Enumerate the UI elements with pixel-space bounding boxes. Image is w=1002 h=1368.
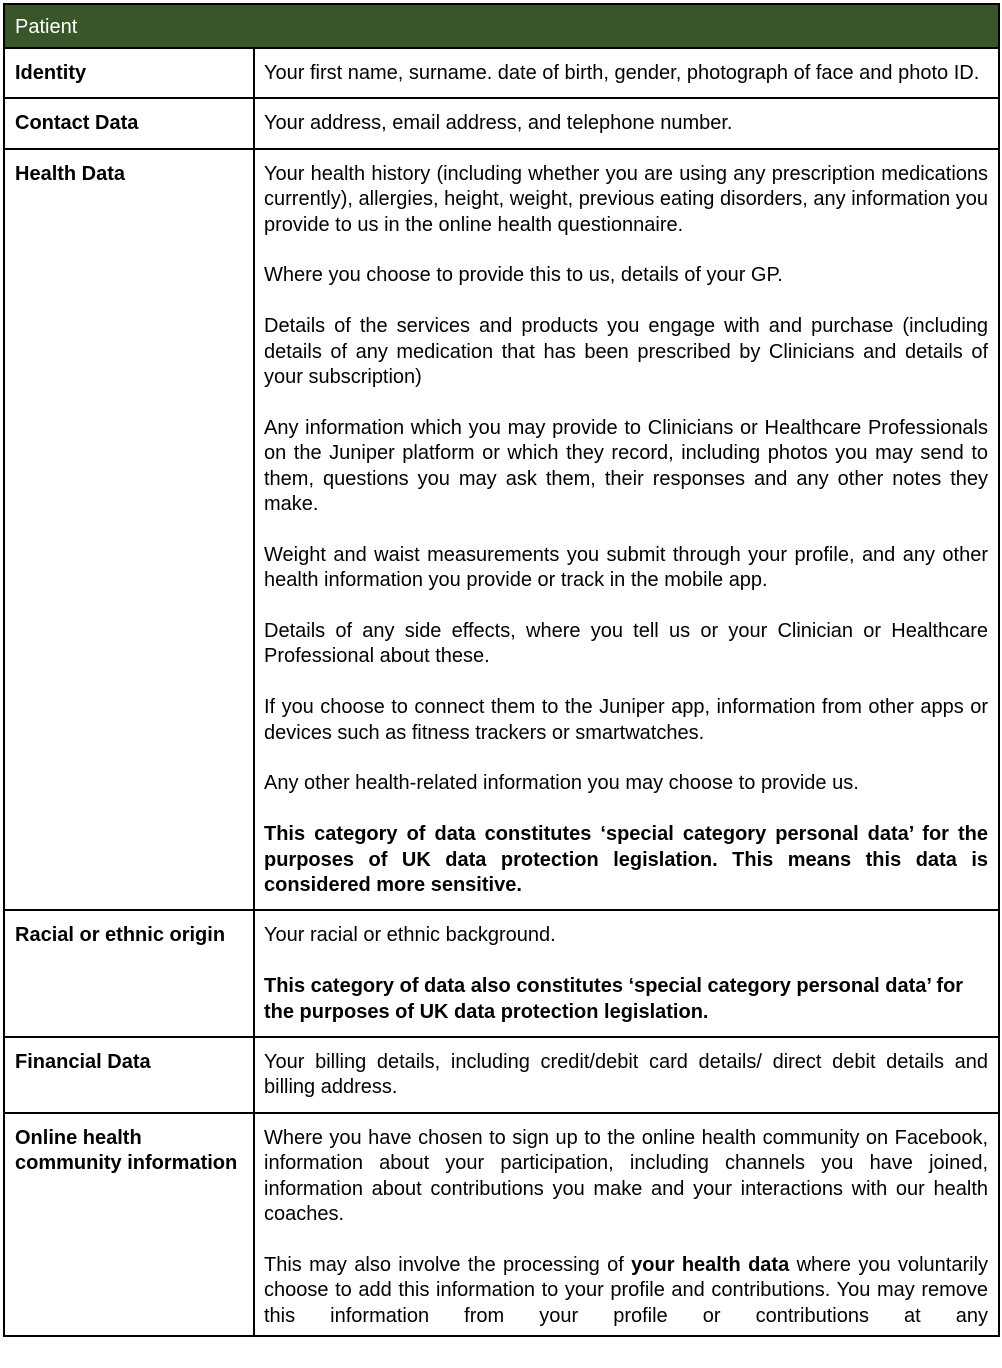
description-paragraph <box>264 1253 988 1329</box>
row-label: Identity <box>4 48 254 98</box>
row-description <box>254 48 999 98</box>
table-row-online-health-community <box>4 1113 999 1336</box>
table-row-health-data <box>4 149 999 911</box>
special-category-notice-text: This category of data also constitutes ‘special category personal data’ for the purposes of UK data protection legislation. <box>264 975 964 1023</box>
special-category-notice <box>264 822 988 898</box>
description-paragraph: Your billing details, including credit/debit card details/ direct debit details and billing address. <box>264 1051 989 1099</box>
row-description <box>254 1113 999 1336</box>
description-paragraph: If you choose to connect them to the Juniper app, information from other apps or devices such as fitness trackers or smartwatches. <box>264 696 989 744</box>
table-header-row <box>4 4 999 48</box>
description-paragraph: Where you have chosen to sign up to the online health community on Facebook, information about your participation, including channels you have joined, information about contributions you make and your interactions with our health coaches. <box>264 1126 989 1226</box>
row-label: Financial Data <box>4 1037 254 1113</box>
patient-data-table <box>3 3 1000 1337</box>
description-paragraph: Your first name, surname. date of birth, gender, photograph of face and photo ID. <box>264 62 980 84</box>
table-row-racial-ethnic-origin <box>4 910 999 1037</box>
row-label: Online health community information <box>4 1113 254 1336</box>
row-label: Health Data <box>4 149 254 911</box>
description-paragraph: Weight and waist measurements you submit through your profile, and any other health information you provide or track in the mobile app. <box>264 543 989 592</box>
table-row-financial-data <box>4 1037 999 1113</box>
description-paragraph: Your address, email address, and telephone number. <box>264 112 733 135</box>
row-description <box>254 910 999 1037</box>
description-paragraph: Any information which you may provide to Clinicians or Healthcare Professionals on the Juniper platform or which they record, including photos you may send to them, questions you may ask them, their responses and any other notes they make. <box>264 416 989 516</box>
bold-text-segment: your health data <box>631 1253 790 1276</box>
special-category-notice-text: This category of data constitutes ‘special category personal data’ for the purposes of UK data protection legislation. This means this data is considered more sensitive. <box>264 823 989 897</box>
table-header-patient: Patient <box>4 4 999 48</box>
description-paragraph: Your racial or ethnic background. <box>264 924 556 947</box>
table-row-identity <box>4 48 999 98</box>
text-segment: where you voluntarily choose to add this information to your profile and contributions. You may remove this information from your profile or contributions at any <box>264 1253 989 1327</box>
text-segment: This may also involve the processing of <box>264 1253 632 1276</box>
description-paragraph: Where you choose to provide this to us, details of your GP. <box>264 264 783 287</box>
row-label: Contact Data <box>4 98 254 148</box>
table-row-contact-data <box>4 98 999 148</box>
row-description <box>254 149 999 911</box>
description-paragraph: Details of the services and products you engage with and purchase (including details of any medication that has been prescribed by Clinicians and details of your subscription) <box>264 315 989 389</box>
special-category-notice <box>264 974 988 1025</box>
description-paragraph: Details of any side effects, where you tell us or your Clinician or Healthcare Professional about these. <box>264 620 989 668</box>
row-label: Racial or ethnic origin <box>4 910 254 1037</box>
row-description <box>254 1037 999 1113</box>
description-paragraph: Your health history (including whether you are using any prescription medications currently), allergies, height, weight, previous eating disorders, any information you provide to us in the online health questionnaire. <box>264 162 989 236</box>
row-description <box>254 98 999 148</box>
description-paragraph: Any other health-related information you may choose to provide us. <box>264 772 859 795</box>
